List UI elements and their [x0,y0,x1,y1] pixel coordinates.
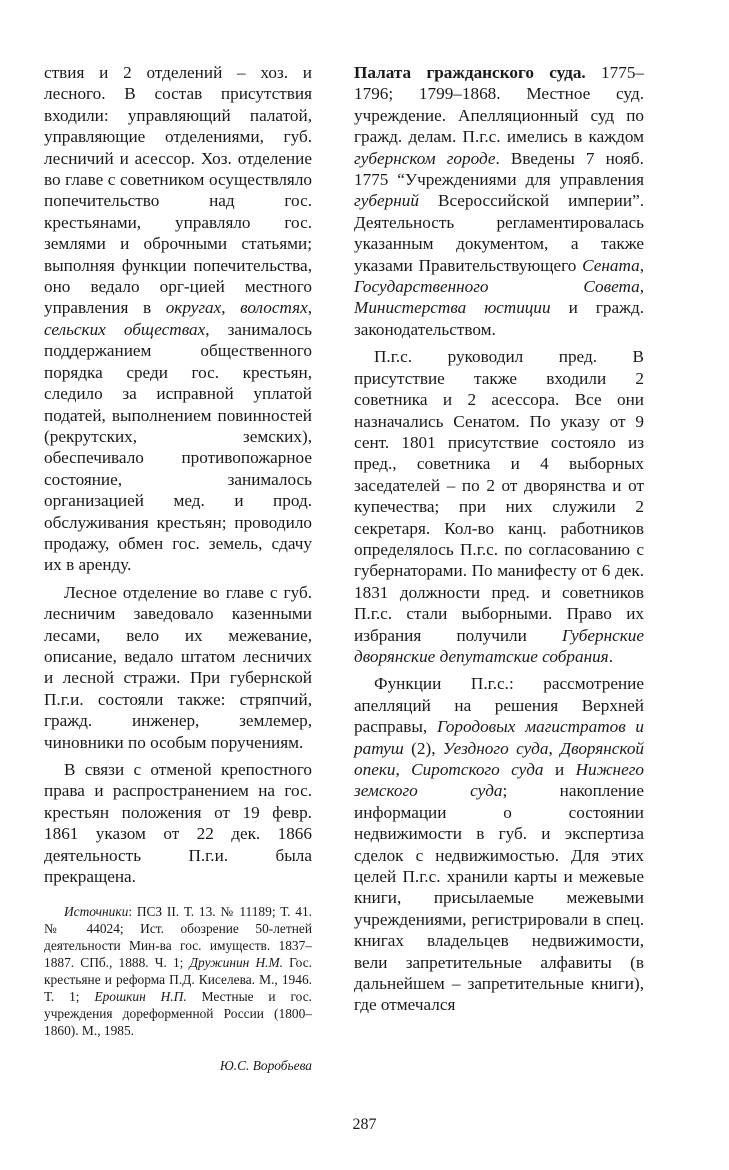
italic-term: сельских обществах [44,319,206,339]
left-column [44,62,312,1083]
page-number: 287 [352,1116,377,1133]
text-run: Гос. крестьяне и реформа П.Д. Киселева. М., 1946. Т. 1; [44,955,313,1005]
sources-label: Источники [64,904,129,920]
entry-heading: Палата гражданского суда. [354,63,586,82]
text-run: , [639,277,644,297]
author-ref: Дружинин Н.М. [189,955,283,971]
text-run: , [548,738,561,758]
italic-term: Министерства юстиции [354,298,551,318]
text-run: П.г.с. руководил пред. В присутствие также входили 2 советника и 2 асессора. Все они назначались Сенатом. По указу от 9 сент. 1801 присутствие состояло из пред., советника и 4 выборных заседателей – по 2 от дворянства и от купечества; при них служили 2 секретаря. Кол-во канц. работников определялось П.г.с. по согласованию с губернаторами. По манифесту от 6 дек. 1831 должности пред. и советников П.г.с. стали выборными. Право их избрания получили [354,347,644,645]
italic-term: Губернские дворянские депутатские собрания [354,625,644,666]
italic-term: Городовых магистратов и ратуш [354,717,644,758]
italic-term: Сената [582,255,640,275]
author-ref: Ерошкин Н.П. [94,989,187,1005]
italic-term: волостях [240,298,308,318]
right-paragraph-2 [354,346,644,667]
text-run: 1775–1796; 1799–1868. Местное суд. учреждение. Апелляционный суд по гражд. делам. П.г.с. имелись в каждом [354,63,644,147]
text-run: , [307,298,312,318]
italic-term: губернском городе [354,148,496,168]
left-paragraph-3: В связи с отменой крепостного права и распространением на гос. крестьян положения от 19 февр. 1861 указом от 22 дек. 1866 деятельность П.г.и. была прекращена. [44,760,312,887]
right-paragraph-1 [354,62,644,340]
italic-term: Уездного суда [442,738,549,758]
sources-block [44,903,312,1039]
text-run: , занималось поддержанием общественного порядка среди гос. крестьян, следило за исправной уплатой податей, выполнением повинностей (рекрутских, земских), обеспечивало противопожарное состояние, занималось организацией мед. и прод. обслуживания крестьян; проводило продажу, обмен гос. земель, сдачу их в аренду. [44,319,313,575]
text-run: , [221,298,241,318]
italic-term: Дворянской опеки [354,738,645,779]
italic-term: Государственного Совета [354,277,640,297]
text-run: , [639,255,644,275]
text-run: . Введены 7 нояб. 1775 “Учреждениями для управления [354,148,644,190]
italic-term: Нижнего земского суда [354,760,645,801]
italic-term: округах [165,298,222,318]
text-run: Всероссийской империи”. Деятельность регламентировалась указанным документом, а также указами Правительствующего [354,191,644,275]
text-run: и [543,760,576,779]
text-run: ; накопление информации о состоянии недвижимости в губ. и экспертиза сделок с недвижимостью. Для этих целей П.г.с. хранили карты и межевые книги, присылаемые межевыми учреждениями, регистрировали в спец. книгах владельцев недвижимости, вели запретительные алфавиты (в дальнейшем – запретительные книги), где отмечался [354,781,644,1015]
right-paragraph-3 [354,673,644,1016]
text-run: : ПСЗ II. Т. 13. № 11189; Т. 41. № 44024; Ист. обозрение 50-летней деятельности Мин-ва гос. имуществ. 1837–1887. СПб., 1888. Ч. 1; [44,904,312,971]
text-run: , [395,760,412,779]
article-author: Ю.С. Воробьева [219,1058,312,1074]
italic-term: губерний [354,191,419,211]
text-run: (2), [403,738,443,758]
right-column [354,62,644,1022]
left-paragraph-1 [44,62,312,576]
text-run: и гражд. законодательством. [354,298,644,339]
text-run: . [608,646,613,666]
text-run: ствия и 2 отделений – хоз. и лесного. В состав присутствия входили: управляющий палатой, управляющие отделениями, губ. лесничий и асессор. Хоз. отделение во главе с советником осуществляло попечительство над гос. крестьянами, управляло гос. землями и оброчными статьями; выполняя функции попечительства, оно ведало орг-цией местного управления в [44,63,312,318]
left-paragraph-2: Лесное отделение во главе с губ. лесничим заведовало казенными лесами, вело их межевание, описание, ведало штатом лесничих и лесной стражи. При губернской П.г.и. состояли также: стряпчий, гражд. инженер, землемер, чиновники по особым поручениям. [44,582,312,752]
text-run: Местные и гос. учреждения дореформенной России (1800–1860). М., 1985. [44,989,312,1039]
text-run: Функции П.г.с.: рассмотрение апелляций на решения Верхней расправы, [354,674,644,737]
italic-term: Сиротского суда [411,760,544,779]
